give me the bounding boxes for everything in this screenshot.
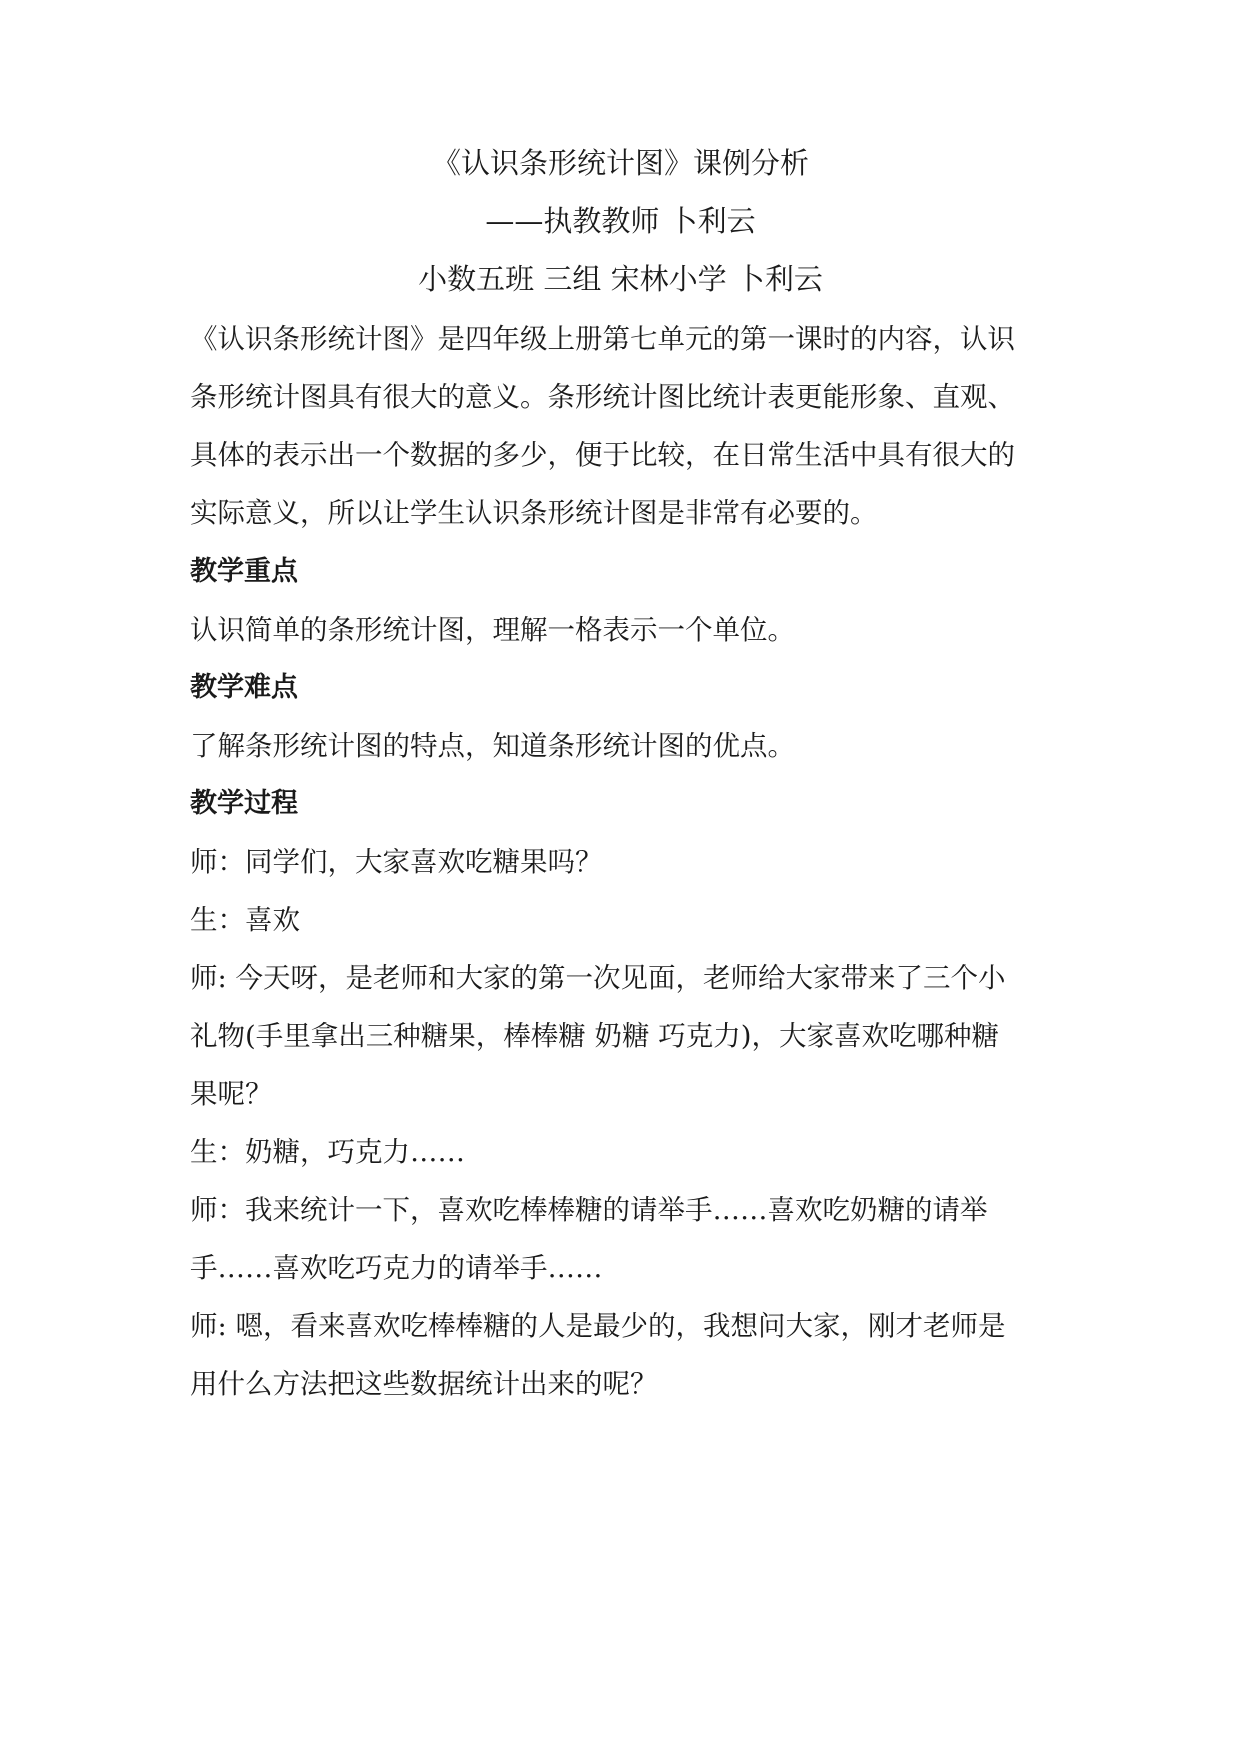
process-line: 礼物(手里拿出三种糖果，棒棒糖 奶糖 巧克力)，大家喜欢吃哪种糖 (190, 1020, 999, 1052)
process-line: 手……喜欢吃巧克力的请举手…… (190, 1252, 603, 1284)
process-line: 师：我来统计一下，喜欢吃棒棒糖的请举手……喜欢吃奶糖的请举 (190, 1194, 988, 1226)
process-line: 师: 今天呀，是老师和大家的第一次见面，老师给大家带来了三个小 (190, 962, 1006, 994)
author-info: 小数五班 三组 宋林小学 卜利云 (418, 262, 823, 296)
heading-difficulty: 教学难点 (190, 672, 298, 703)
process-line: 师：同学们，大家喜欢吃糖果吗？ (190, 846, 603, 878)
process-line: 师: 嗯，看来喜欢吃棒棒糖的人是最少的，我想问大家，刚才老师是 (190, 1310, 1006, 1342)
intro-line: 具体的表示出一个数据的多少，便于比较，在日常生活中具有很大的 (190, 439, 1015, 471)
process-line: 生：喜欢 (190, 904, 300, 936)
document-subtitle: ——执教教师 卜利云 (485, 204, 756, 238)
key-point-text: 认识简单的条形统计图，理解一格表示一个单位。 (190, 614, 795, 646)
intro-line: 条形统计图具有很大的意义。条形统计图比统计表更能形象、直观、 (190, 381, 1015, 413)
heading-process: 教学过程 (190, 788, 298, 819)
process-line: 果呢？ (190, 1078, 273, 1110)
process-line: 生：奶糖，巧克力…… (190, 1136, 465, 1168)
intro-line: 《认识条形统计图》是四年级上册第七单元的第一课时的内容，认识 (190, 323, 1015, 355)
document-title: 《认识条形统计图》课例分析 (431, 146, 809, 180)
intro-line: 实际意义，所以让学生认识条形统计图是非常有必要的。 (190, 497, 878, 529)
heading-key-point: 教学重点 (190, 556, 298, 587)
difficulty-text: 了解条形统计图的特点，知道条形统计图的优点。 (190, 730, 795, 762)
process-line: 用什么方法把这些数据统计出来的呢？ (190, 1368, 658, 1400)
